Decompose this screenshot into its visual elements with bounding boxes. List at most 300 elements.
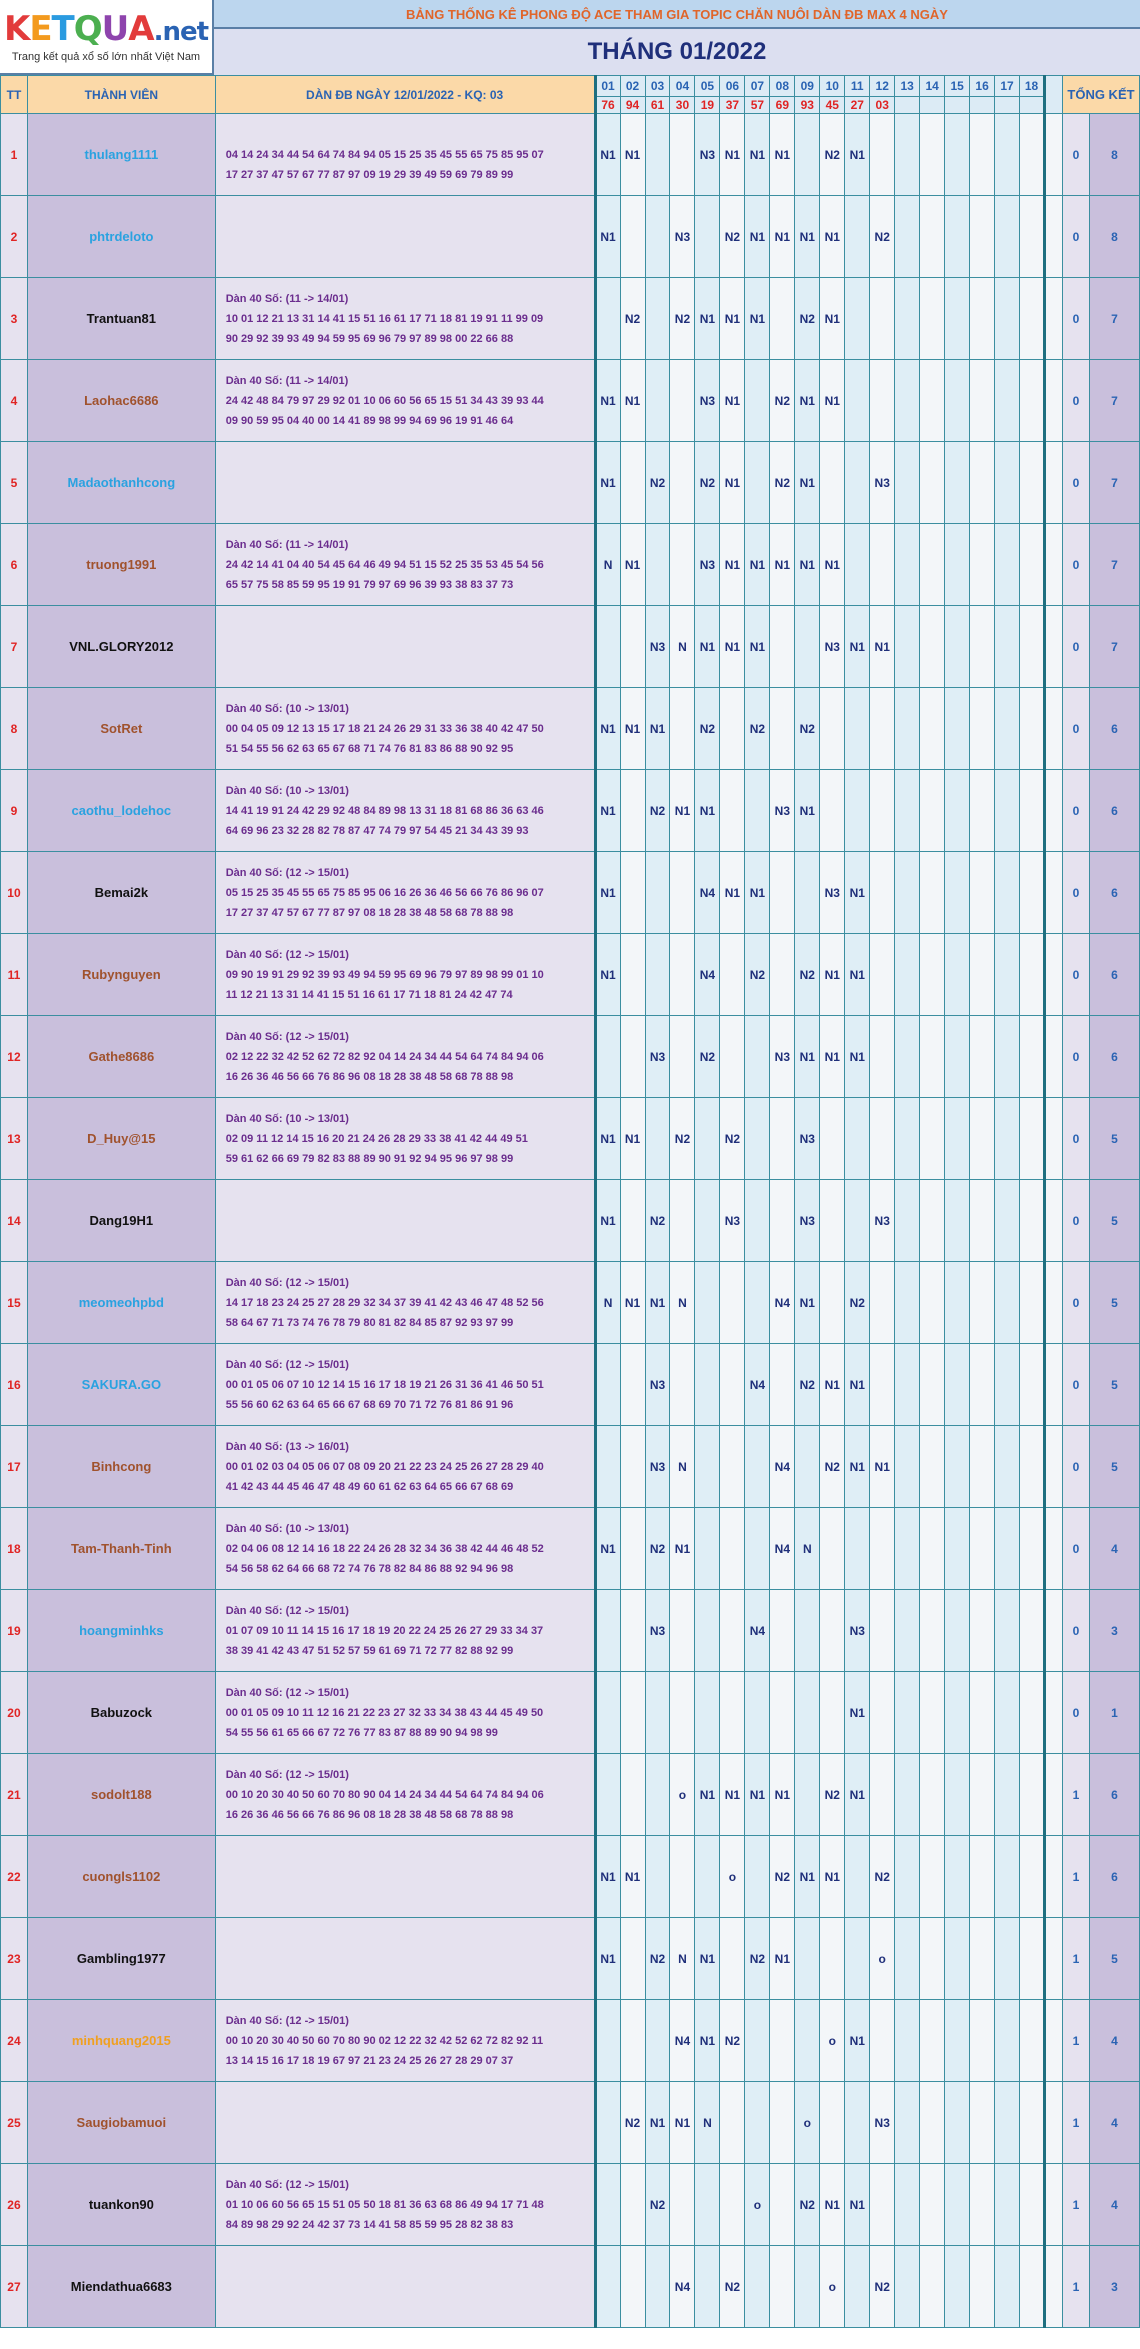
dan-line — [226, 2093, 594, 2113]
day-header: 10 — [820, 76, 845, 97]
day-result-cell — [870, 852, 895, 934]
day-result-cell — [720, 1672, 745, 1754]
day-result-cell: N1 — [720, 360, 745, 442]
day-result-cell — [620, 770, 645, 852]
day-header: 02 — [620, 76, 645, 97]
day-result-cell: N1 — [595, 688, 620, 770]
member-row — [1, 1918, 1140, 2000]
dan-line: Dàn 40 Số: (12 -> 15/01) — [225, 2014, 349, 2027]
day-result-cell: N1 — [770, 1754, 795, 1836]
day-result-cell — [995, 1426, 1020, 1508]
day-result-cell — [995, 1590, 1020, 1672]
row-index: 22 — [1, 1836, 28, 1918]
dan-line: 54 56 58 62 64 66 68 72 74 76 78 82 84 86 88 92 94 96 98 — [225, 1562, 514, 1575]
summary-total: 6 — [1089, 1754, 1139, 1836]
day-result-cell — [920, 934, 945, 1016]
day-result-cell — [1020, 1344, 1045, 1426]
day-result-cell: N1 — [820, 196, 845, 278]
dan-line: Dàn 40 Số: (11 -> 14/01) — [225, 292, 349, 305]
spacer-cell — [1045, 1426, 1063, 1508]
day-result-cell: N3 — [645, 1344, 670, 1426]
day-result-cell — [895, 524, 920, 606]
day-result-cell — [920, 2082, 945, 2164]
member-row — [1, 688, 1140, 770]
day-result-cell: N2 — [720, 196, 745, 278]
day-result-cell — [1020, 1590, 1045, 1672]
day-result-cell: o — [870, 1918, 895, 2000]
day-header: 13 — [895, 76, 920, 97]
day-result-cell: N1 — [795, 196, 820, 278]
member-name[interactable]: Gambling1977 — [27, 1918, 215, 2000]
row-index: 13 — [1, 1098, 28, 1180]
member-name[interactable]: Rubynguyen — [27, 934, 215, 1016]
day-result-cell — [695, 1344, 720, 1426]
dan-line — [226, 207, 594, 227]
summary-total: 7 — [1089, 278, 1139, 360]
day-result-cell — [720, 934, 745, 1016]
day-result-cell — [645, 114, 670, 196]
day-header: 01 — [595, 76, 620, 97]
day-result-cell — [895, 1508, 920, 1590]
day-result-cell: N1 — [620, 1262, 645, 1344]
day-result-cell — [645, 1672, 670, 1754]
dan-numbers — [215, 1672, 595, 1754]
day-result-cell: N1 — [820, 1016, 845, 1098]
day-header: 08 — [770, 76, 795, 97]
day-result-cell — [995, 688, 1020, 770]
day-result-cell — [995, 1508, 1020, 1590]
day-result-cell: N1 — [845, 1344, 870, 1426]
summary-hits: 0 — [1062, 442, 1089, 524]
result-number: 76 — [595, 97, 620, 114]
member-name[interactable]: Dang19H1 — [27, 1180, 215, 1262]
member-name[interactable]: Gathe8686 — [27, 1016, 215, 1098]
member-name[interactable]: tuankon90 — [27, 2164, 215, 2246]
day-result-cell — [695, 1426, 720, 1508]
day-result-cell: N2 — [745, 934, 770, 1016]
result-number — [945, 97, 970, 114]
day-result-cell — [995, 1672, 1020, 1754]
day-result-cell: N3 — [695, 524, 720, 606]
day-result-cell — [595, 2246, 620, 2328]
spacer-cell — [1045, 2000, 1063, 2082]
member-name[interactable]: hoangminhks — [27, 1590, 215, 1672]
day-result-cell — [695, 1180, 720, 1262]
row-index: 20 — [1, 1672, 28, 1754]
dan-line: 41 42 43 44 45 46 47 48 49 60 61 62 63 64 65 66 67 68 69 — [225, 1480, 514, 1493]
dan-line: 02 09 11 12 14 15 16 20 21 24 26 28 29 33 38 41 42 44 49 51 — [225, 1132, 528, 1145]
day-result-cell — [645, 852, 670, 934]
day-result-cell: N — [695, 2082, 720, 2164]
day-result-cell — [620, 1754, 645, 1836]
dan-line: Dàn 40 Số: (12 -> 15/01) — [225, 1276, 349, 1289]
summary-hits: 1 — [1062, 2164, 1089, 2246]
day-result-cell — [720, 1590, 745, 1672]
row-index: 8 — [1, 688, 28, 770]
day-result-cell — [645, 1098, 670, 1180]
summary-total: 8 — [1089, 196, 1139, 278]
dan-line: 00 10 20 30 40 50 60 70 80 90 04 14 24 34 44 54 64 74 84 94 06 — [225, 1788, 544, 1801]
result-number: 27 — [845, 97, 870, 114]
day-result-cell — [795, 1754, 820, 1836]
day-result-cell — [870, 1262, 895, 1344]
day-result-cell: N — [595, 1262, 620, 1344]
day-result-cell: N1 — [745, 114, 770, 196]
summary-hits: 0 — [1062, 1672, 1089, 1754]
day-result-cell — [970, 1508, 995, 1590]
day-result-cell: o — [820, 2246, 845, 2328]
day-result-cell: N2 — [695, 442, 720, 524]
day-result-cell: N3 — [770, 1016, 795, 1098]
day-result-cell: N1 — [595, 1918, 620, 2000]
dan-line: 17 27 37 47 57 67 77 87 97 09 19 29 39 49 59 69 79 89 99 — [225, 168, 514, 181]
dan-line — [226, 1949, 594, 1969]
row-index: 19 — [1, 1590, 28, 1672]
day-result-cell — [870, 1590, 895, 1672]
day-result-cell — [745, 360, 770, 442]
day-result-cell: N1 — [595, 196, 620, 278]
day-result-cell — [945, 1672, 970, 1754]
day-result-cell: N1 — [720, 442, 745, 524]
spacer-cell — [1045, 114, 1063, 196]
member-name[interactable]: meomeohpbd — [27, 1262, 215, 1344]
dan-numbers — [215, 1016, 595, 1098]
member-name[interactable]: Babuzock — [27, 1672, 215, 1754]
member-name[interactable]: Miendathua6683 — [27, 2246, 215, 2328]
dan-line — [226, 1867, 594, 1887]
dan-line: 04 14 24 34 44 54 64 74 84 94 05 15 25 35 45 55 65 75 85 95 07 — [225, 148, 544, 161]
ketqua-logo[interactable] — [0, 0, 214, 75]
day-result-cell — [920, 1918, 945, 2000]
day-result-cell — [645, 1754, 670, 1836]
day-result-cell — [945, 196, 970, 278]
day-result-cell — [995, 770, 1020, 852]
day-result-cell — [945, 1508, 970, 1590]
summary-hits: 0 — [1062, 114, 1089, 196]
day-result-cell — [995, 934, 1020, 1016]
day-result-cell — [695, 2246, 720, 2328]
result-number: 61 — [645, 97, 670, 114]
summary-hits: 0 — [1062, 1508, 1089, 1590]
row-index: 17 — [1, 1426, 28, 1508]
spacer-cell — [1045, 1918, 1063, 2000]
day-result-cell — [720, 1508, 745, 1590]
day-result-cell — [945, 1344, 970, 1426]
day-result-cell — [845, 360, 870, 442]
day-result-cell — [645, 1836, 670, 1918]
day-result-cell — [670, 524, 695, 606]
summary-total: 7 — [1089, 606, 1139, 688]
day-result-cell: N1 — [720, 852, 745, 934]
day-result-cell — [895, 1016, 920, 1098]
day-result-cell — [870, 360, 895, 442]
day-result-cell — [645, 196, 670, 278]
member-name[interactable]: Laohac6686 — [27, 360, 215, 442]
day-result-cell — [670, 1180, 695, 1262]
result-number — [995, 97, 1020, 114]
logo-wordmark: KETQUA.net — [3, 9, 209, 49]
dan-line: 84 89 98 29 92 24 42 37 73 14 41 58 85 59 95 28 82 38 83 — [225, 2218, 514, 2231]
result-number: 93 — [795, 97, 820, 114]
day-result-cell — [670, 688, 695, 770]
day-result-cell: o — [720, 1836, 745, 1918]
dan-numbers — [215, 1180, 595, 1262]
row-index: 27 — [1, 2246, 28, 2328]
day-result-cell — [1020, 1508, 1045, 1590]
day-result-cell — [695, 1262, 720, 1344]
day-result-cell — [1020, 606, 1045, 688]
member-row — [1, 1672, 1140, 1754]
day-result-cell: N1 — [745, 524, 770, 606]
member-name[interactable]: D_Huy@15 — [27, 1098, 215, 1180]
result-number: 19 — [695, 97, 720, 114]
result-number: 30 — [670, 97, 695, 114]
day-header: 04 — [670, 76, 695, 97]
day-result-cell: N1 — [720, 1754, 745, 1836]
day-result-cell — [670, 1672, 695, 1754]
day-result-cell: N1 — [620, 1836, 645, 1918]
summary-total: 5 — [1089, 1262, 1139, 1344]
member-name[interactable]: Saugiobamuoi — [27, 2082, 215, 2164]
dan-numbers — [215, 1344, 595, 1426]
day-result-cell: N1 — [870, 1426, 895, 1508]
member-name[interactable]: Trantuan81 — [27, 278, 215, 360]
day-result-cell — [895, 1344, 920, 1426]
dan-line — [226, 227, 594, 247]
day-result-cell — [995, 114, 1020, 196]
dan-line — [226, 247, 594, 267]
day-result-cell — [1020, 1098, 1045, 1180]
member-name[interactable]: sodolt188 — [27, 1754, 215, 1836]
dan-numbers — [215, 688, 595, 770]
day-result-cell — [770, 2246, 795, 2328]
member-name[interactable]: thulang1111 — [27, 114, 215, 196]
day-result-cell — [895, 1426, 920, 1508]
day-result-cell: N — [595, 524, 620, 606]
day-result-cell: N2 — [645, 1180, 670, 1262]
day-result-cell — [845, 1180, 870, 1262]
day-result-cell — [745, 1180, 770, 1262]
day-result-cell: N3 — [820, 606, 845, 688]
spacer-cell — [1045, 1836, 1063, 1918]
day-result-cell — [795, 2246, 820, 2328]
row-index: 15 — [1, 1262, 28, 1344]
day-result-cell — [895, 1098, 920, 1180]
spacer-cell — [1045, 1262, 1063, 1344]
day-result-cell — [770, 1672, 795, 1754]
day-result-cell — [895, 852, 920, 934]
day-result-cell: N1 — [695, 1918, 720, 2000]
day-result-cell — [945, 1262, 970, 1344]
day-result-cell — [920, 1754, 945, 1836]
day-result-cell — [820, 1918, 845, 2000]
day-result-cell: o — [745, 2164, 770, 2246]
day-result-cell — [620, 196, 645, 278]
dan-numbers — [215, 852, 595, 934]
day-result-cell — [970, 1180, 995, 1262]
member-name[interactable]: phtrdeloto — [27, 196, 215, 278]
day-result-cell: N1 — [845, 1754, 870, 1836]
day-result-cell — [920, 196, 945, 278]
member-name[interactable]: SotRet — [27, 688, 215, 770]
day-result-cell — [995, 360, 1020, 442]
member-row — [1, 1016, 1140, 1098]
day-result-cell — [920, 360, 945, 442]
day-result-cell — [620, 442, 645, 524]
result-number: 45 — [820, 97, 845, 114]
day-result-cell — [720, 1016, 745, 1098]
spacer-cell — [1045, 1672, 1063, 1754]
day-result-cell: N — [670, 606, 695, 688]
day-result-cell — [1020, 360, 1045, 442]
day-result-cell — [945, 770, 970, 852]
member-name[interactable]: VNL.GLORY2012 — [27, 606, 215, 688]
day-result-cell: N4 — [770, 1508, 795, 1590]
day-result-cell: N1 — [595, 360, 620, 442]
day-result-cell — [720, 1918, 745, 2000]
day-result-cell — [970, 2164, 995, 2246]
row-index: 3 — [1, 278, 28, 360]
day-result-cell: N3 — [870, 1180, 895, 1262]
day-result-cell — [870, 1344, 895, 1426]
banner-title: BẢNG THỐNG KÊ PHONG ĐỘ ACE THAM GIA TOPIC CHĂN NUÔI DÀN ĐB MAX 4 NGÀY — [214, 0, 1140, 29]
dan-line: Dàn 40 Số: (10 -> 13/01) — [225, 1522, 349, 1535]
dan-line: Dàn 40 Số: (12 -> 15/01) — [225, 1358, 349, 1371]
day-result-cell — [945, 114, 970, 196]
day-result-cell: N1 — [820, 1836, 845, 1918]
member-row — [1, 606, 1140, 688]
day-result-cell — [970, 1590, 995, 1672]
day-result-cell: N4 — [770, 1426, 795, 1508]
day-result-cell — [745, 1098, 770, 1180]
day-result-cell: N — [670, 1918, 695, 2000]
member-name[interactable]: Tam-Thanh-Tinh — [27, 1508, 215, 1590]
day-result-cell — [920, 114, 945, 196]
dan-line: 09 90 59 95 04 40 00 14 41 89 98 99 94 69 96 19 91 46 64 — [225, 414, 514, 427]
day-result-cell — [895, 1590, 920, 1672]
day-result-cell — [895, 934, 920, 1016]
summary-total: 4 — [1089, 2000, 1139, 2082]
day-result-cell — [820, 770, 845, 852]
day-result-cell — [945, 606, 970, 688]
day-result-cell — [870, 114, 895, 196]
dan-line: 09 90 19 91 29 92 39 93 49 94 59 95 69 96 79 97 89 98 99 01 10 — [225, 968, 544, 981]
member-name[interactable]: cuongls1102 — [27, 1836, 215, 1918]
day-result-cell — [945, 688, 970, 770]
dan-numbers — [215, 524, 595, 606]
day-result-cell — [770, 2082, 795, 2164]
result-number — [920, 97, 945, 114]
dan-line: 00 01 05 09 10 11 12 16 21 22 23 27 32 33 34 38 43 44 45 49 50 — [225, 1706, 544, 1719]
day-result-cell: o — [670, 1754, 695, 1836]
day-result-cell — [1020, 1836, 1045, 1918]
day-result-cell — [870, 1016, 895, 1098]
day-result-cell — [920, 1262, 945, 1344]
spacer-cell — [1045, 1754, 1063, 1836]
day-result-cell: N4 — [770, 1262, 795, 1344]
day-result-cell — [695, 1836, 720, 1918]
day-result-cell: N3 — [645, 1016, 670, 1098]
day-result-cell: N3 — [670, 196, 695, 278]
member-name[interactable]: truong1991 — [27, 524, 215, 606]
day-result-cell: N1 — [695, 278, 720, 360]
day-result-cell: o — [820, 2000, 845, 2082]
spacer-cell — [1045, 524, 1063, 606]
member-name[interactable]: minhquang2015 — [27, 2000, 215, 2082]
member-row — [1, 524, 1140, 606]
summary-total: 5 — [1089, 1918, 1139, 2000]
dan-line — [226, 1211, 594, 1231]
day-result-cell — [745, 2000, 770, 2082]
day-result-cell — [620, 852, 645, 934]
month-title: THÁNG 01/2022 — [214, 29, 1140, 75]
day-result-cell — [595, 1754, 620, 1836]
spacer-cell — [1045, 770, 1063, 852]
dan-line — [226, 2277, 594, 2297]
member-row — [1, 114, 1140, 196]
day-result-cell: N1 — [620, 1098, 645, 1180]
summary-hits: 0 — [1062, 1590, 1089, 1672]
day-result-cell — [920, 442, 945, 524]
day-result-cell: N1 — [820, 934, 845, 1016]
day-result-cell — [845, 1098, 870, 1180]
day-result-cell — [970, 2246, 995, 2328]
result-number: 94 — [620, 97, 645, 114]
day-result-cell — [895, 2246, 920, 2328]
day-result-cell: N1 — [595, 934, 620, 1016]
member-name[interactable]: Binhcong — [27, 1426, 215, 1508]
day-result-cell — [945, 278, 970, 360]
day-result-cell — [870, 934, 895, 1016]
summary-hits: 1 — [1062, 1836, 1089, 1918]
day-result-cell — [620, 2164, 645, 2246]
summary-hits: 0 — [1062, 1426, 1089, 1508]
day-result-cell — [945, 1754, 970, 1836]
day-result-cell — [870, 2164, 895, 2246]
member-name[interactable]: Bemai2k — [27, 852, 215, 934]
spacer-cell — [1045, 196, 1063, 278]
day-result-cell — [895, 278, 920, 360]
member-name[interactable]: Madaothanhcong — [27, 442, 215, 524]
dan-line: Dàn 40 Số: (12 -> 15/01) — [225, 1030, 349, 1043]
summary-total: 8 — [1089, 114, 1139, 196]
summary-hits: 0 — [1062, 1098, 1089, 1180]
member-name[interactable]: caothu_lodehoc — [27, 770, 215, 852]
member-name[interactable]: SAKURA.GO — [27, 1344, 215, 1426]
summary-hits: 1 — [1062, 2082, 1089, 2164]
dan-line: 14 17 18 23 24 25 27 28 29 32 34 37 39 41 42 43 46 47 48 52 56 — [225, 1296, 544, 1309]
day-result-cell — [970, 688, 995, 770]
summary-hits: 0 — [1062, 852, 1089, 934]
day-result-cell: N1 — [620, 688, 645, 770]
dan-line: 00 10 20 30 40 50 60 70 80 90 02 12 22 32 42 52 62 72 82 92 11 — [225, 2034, 544, 2047]
day-result-cell — [595, 1672, 620, 1754]
day-result-cell — [770, 688, 795, 770]
day-result-cell — [845, 688, 870, 770]
dan-numbers — [215, 1262, 595, 1344]
day-result-cell: N1 — [770, 114, 795, 196]
day-result-cell — [595, 278, 620, 360]
summary-total: 4 — [1089, 1508, 1139, 1590]
dan-line: Dàn 40 Số: (12 -> 15/01) — [225, 866, 349, 879]
day-result-cell — [895, 196, 920, 278]
day-result-cell — [920, 1672, 945, 1754]
summary-header: TỔNG KẾT — [1062, 76, 1139, 114]
result-number — [1020, 97, 1045, 114]
day-result-cell: N4 — [670, 2246, 695, 2328]
day-result-cell: N2 — [820, 1426, 845, 1508]
member-row — [1, 196, 1140, 278]
